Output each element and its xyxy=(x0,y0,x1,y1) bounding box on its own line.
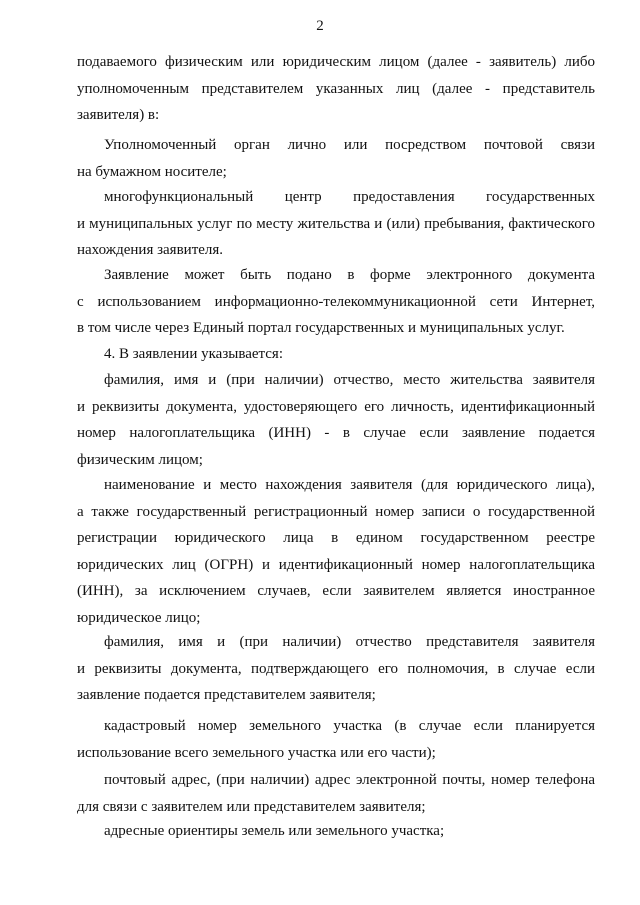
paragraph-line: использование всего земельного участка или его части); xyxy=(77,744,436,761)
paragraph-line: фамилия, имя и (при наличии) отчество представителя заявителя xyxy=(104,634,595,650)
paragraph-authorized-body xyxy=(77,132,595,185)
paragraph-legal-entity xyxy=(77,472,595,632)
paragraph-mfc xyxy=(77,184,595,264)
paragraph-line: 4. В заявлении указывается: xyxy=(104,346,283,362)
paragraph-contact-details xyxy=(77,767,595,820)
paragraph-line: заявление подается представителем заявителя; xyxy=(77,687,376,704)
paragraph-line: нахождения заявителя. xyxy=(77,242,224,259)
paragraph-line: в том числе через Единый портал государственных и муниципальных услуг. xyxy=(77,320,565,337)
paragraph-line: регистрации юридического лица в едином государственном реестре xyxy=(77,530,595,547)
paragraph-line: Уполномоченный орган лично или посредством почтовой связи xyxy=(104,137,595,153)
paragraph-line: (ИНН), за исключением случаев, если заявителем является иностранное xyxy=(77,583,595,600)
paragraph-line: многофункциональный центр предоставления государственных xyxy=(104,189,595,205)
paragraph-line: физическим лицом; xyxy=(77,451,203,468)
paragraph-individual-applicant xyxy=(77,367,595,473)
paragraph-line: на бумажном носителе; xyxy=(77,163,227,180)
paragraph-line: юридическое лицо; xyxy=(77,609,201,626)
paragraph-line: адресные ориентиры земель или земельного участка; xyxy=(104,823,445,839)
paragraph-line: с использованием информационно-телекоммуникационной сети Интернет, xyxy=(77,293,595,310)
paragraph-item-4-heading xyxy=(77,341,595,368)
paragraph-line: для связи с заявителем или представителем заявителя; xyxy=(77,798,426,815)
paragraph-line: и реквизиты документа, подтверждающего его полномочия, в случае если xyxy=(77,660,595,677)
paragraph-electronic-form xyxy=(77,262,595,342)
paragraph-line: уполномоченным представителем указанных лиц (далее - представитель xyxy=(77,80,595,97)
paragraph-land-landmarks xyxy=(77,818,595,845)
paragraph-representative xyxy=(77,629,595,709)
paragraph-line: подаваемого физическим или юридическим лицом (далее - заявитель) либо xyxy=(77,54,595,70)
paragraph-line: номер налогоплательщика (ИНН) - в случае если заявление подается xyxy=(77,425,595,442)
paragraph-line: Заявление может быть подано в форме электронного документа xyxy=(104,267,595,283)
paragraph-line: а также государственный регистрационный номер записи о государственной xyxy=(77,503,595,520)
paragraph-line: и реквизиты документа, удостоверяющего его личность, идентификационный xyxy=(77,398,595,415)
paragraph-line: фамилия, имя и (при наличии) отчество, место жительства заявителя xyxy=(104,372,595,388)
paragraph-line: и муниципальных услуг по месту жительства и (или) пребывания, фактического xyxy=(77,215,595,232)
paragraph-line: кадастровый номер земельного участка (в случае если планируется xyxy=(104,718,595,734)
paragraph-line: заявителя) в: xyxy=(77,107,160,124)
paragraph-line: почтовый адрес, (при наличии) адрес электронной почты, номер телефона xyxy=(104,772,595,788)
paragraph-cadastral-number xyxy=(77,713,595,766)
paragraph-intro-continuation xyxy=(77,49,595,129)
page-number: 2 xyxy=(316,18,324,34)
paragraph-line: наименование и место нахождения заявителя (для юридического лица), xyxy=(104,477,595,493)
paragraph-line: юридических лиц (ОГРН) и идентификационный номер налогоплательщика xyxy=(77,556,595,573)
